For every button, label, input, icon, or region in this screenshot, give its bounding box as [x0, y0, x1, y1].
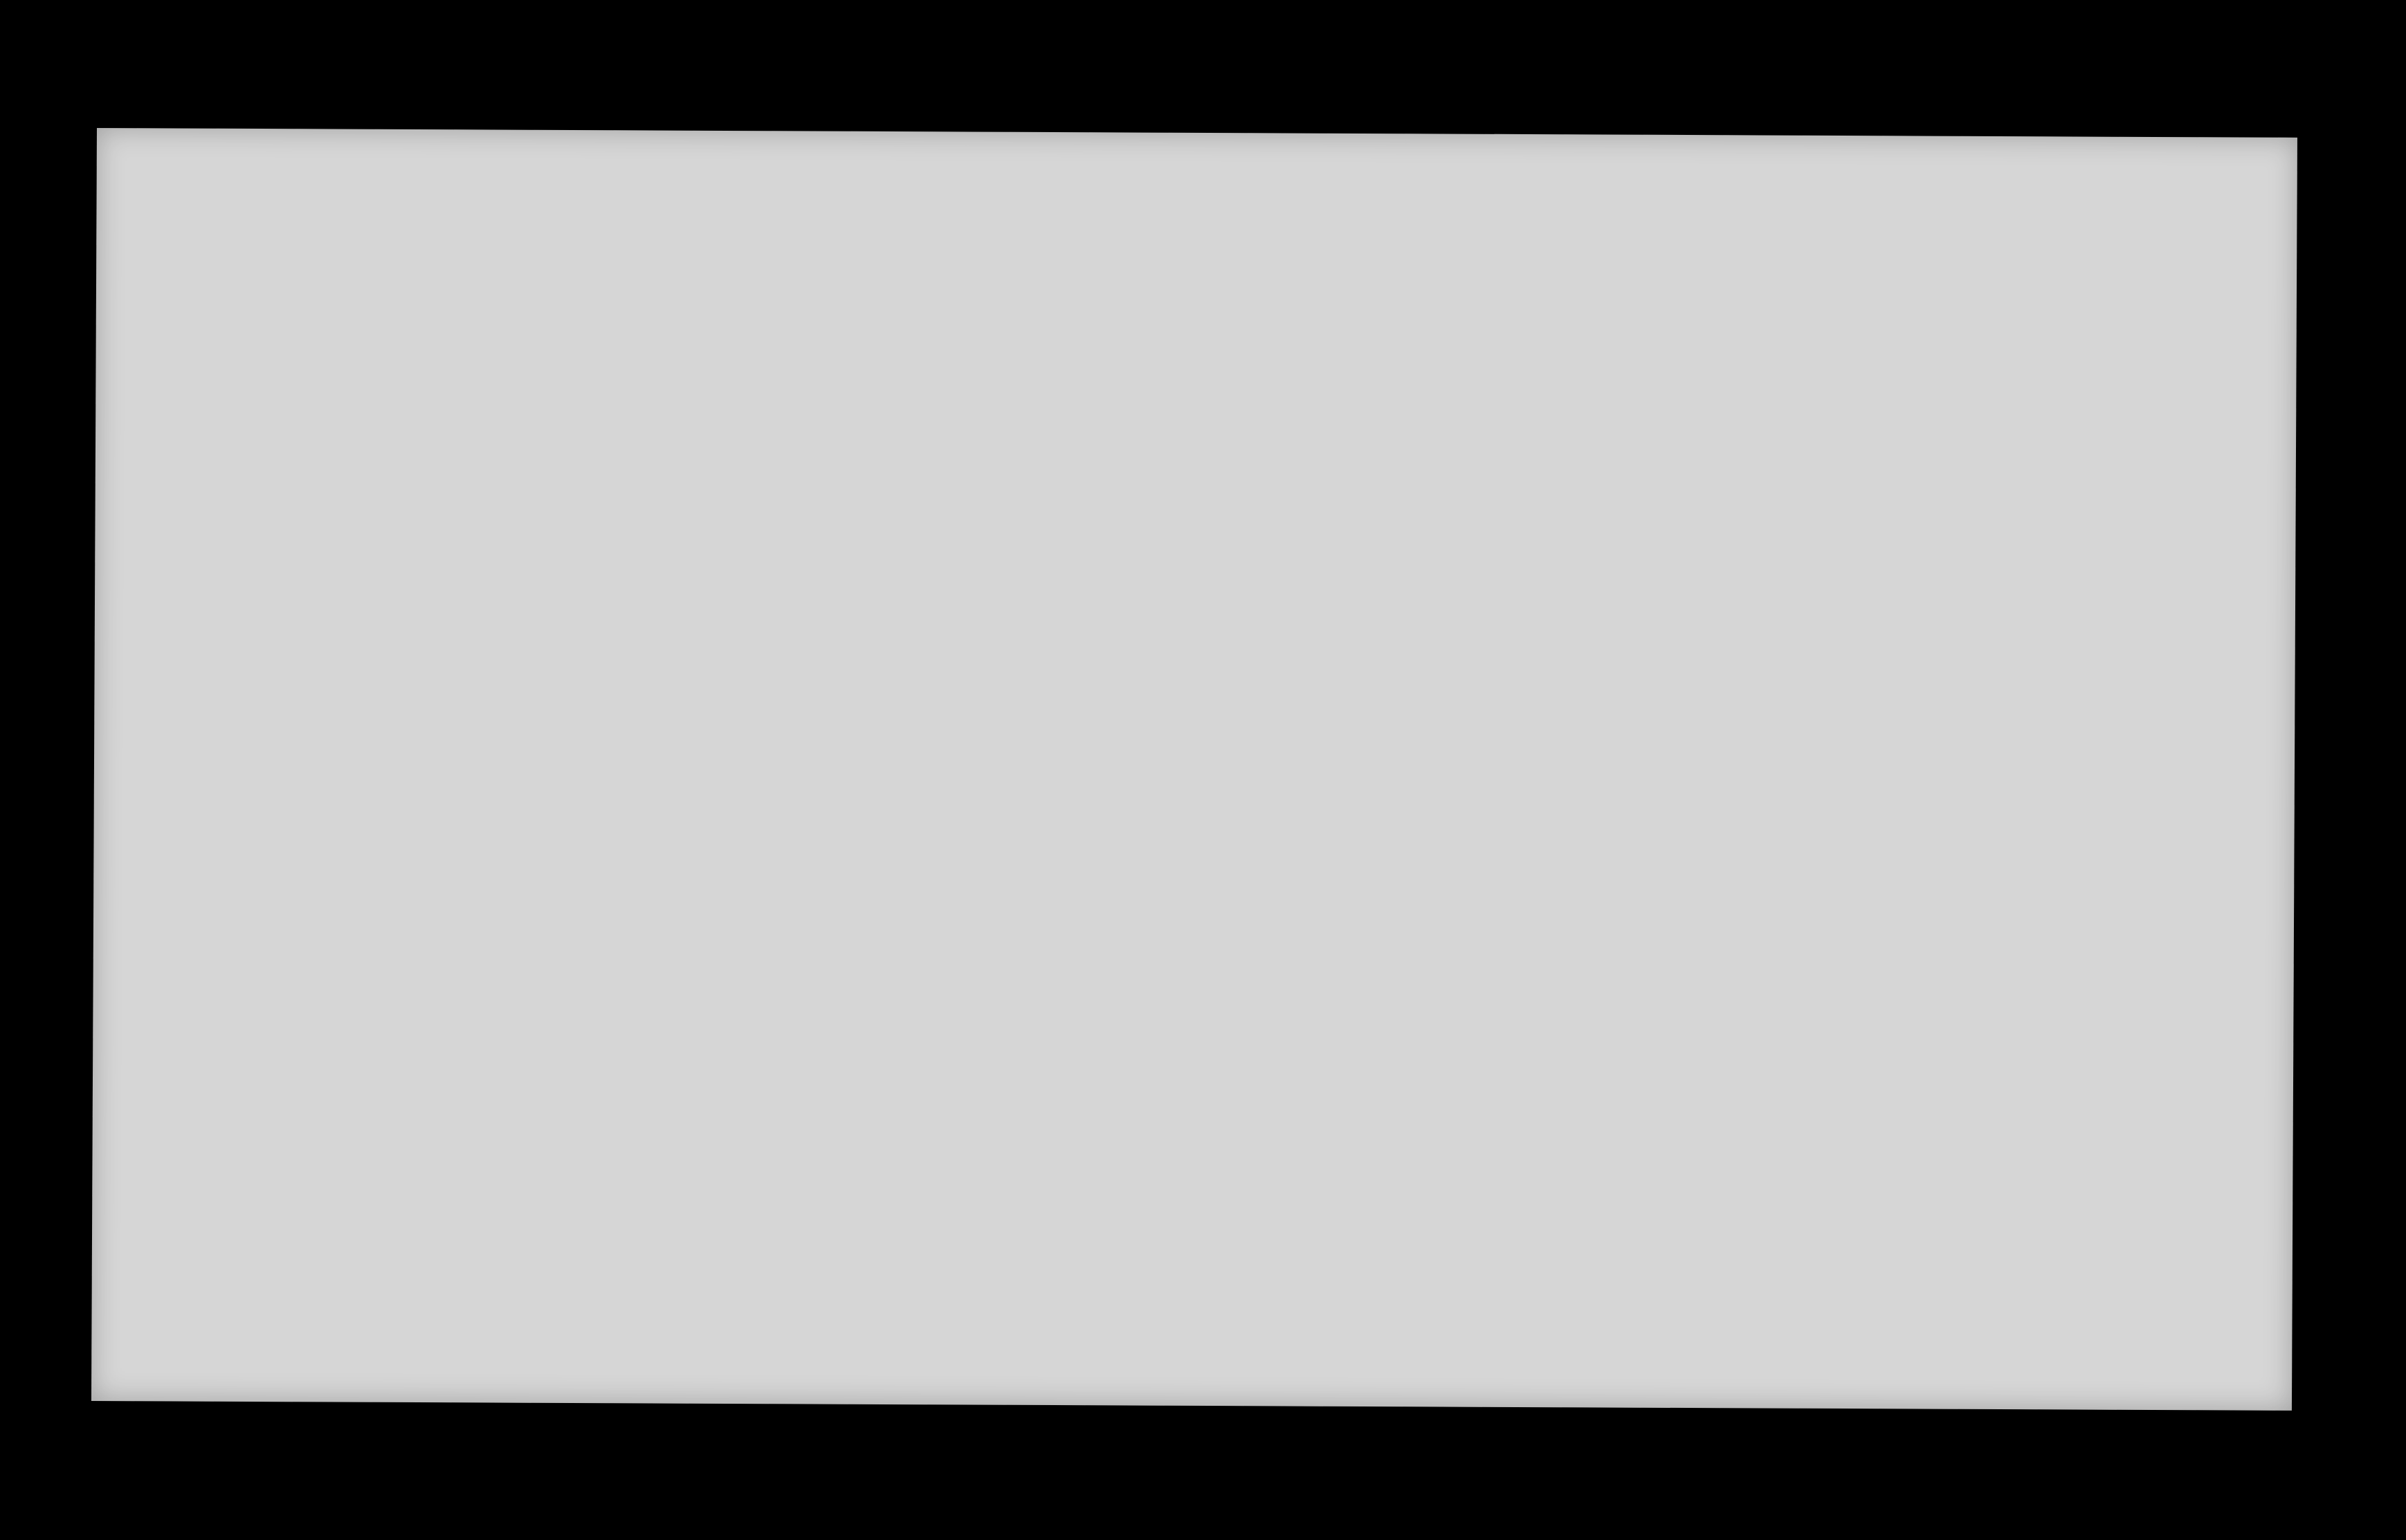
- top-table: [95, 128, 2297, 491]
- census-card: [91, 128, 2297, 1411]
- middle-section: [93, 481, 2296, 940]
- bottom-table: [91, 931, 2294, 1411]
